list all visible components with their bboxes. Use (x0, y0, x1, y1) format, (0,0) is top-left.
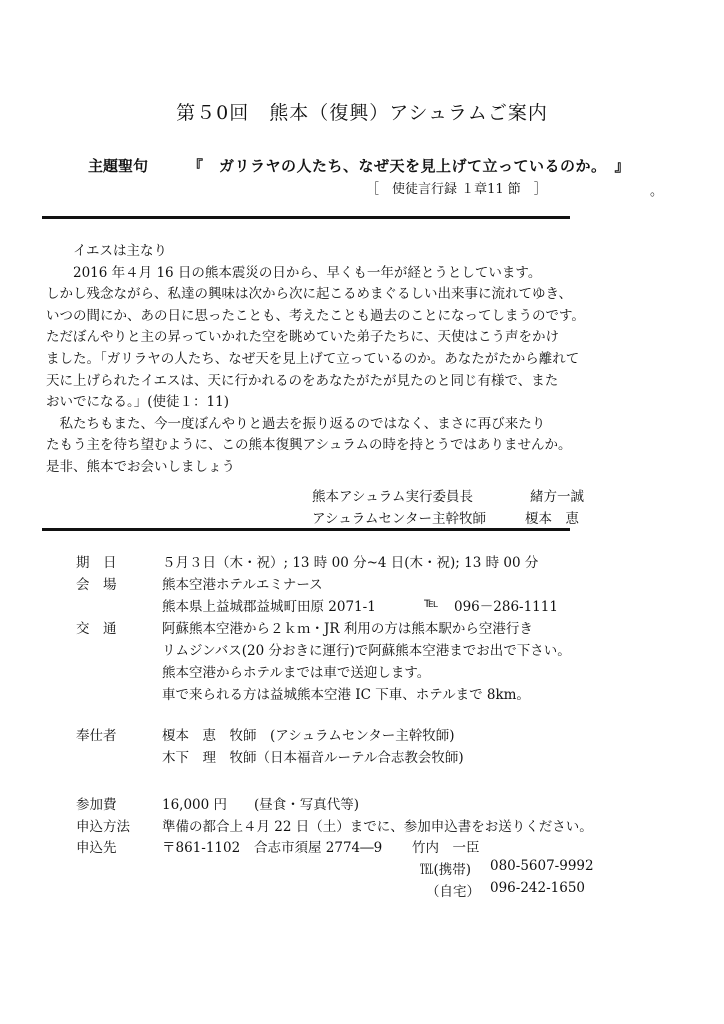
servants-label: 奉仕者 (76, 728, 117, 744)
date-value: ５月３日（木・祝）; 13 時 00 分~4 日(木・祝); 13 時 00 分 (162, 555, 539, 571)
bottom-divider (42, 528, 570, 531)
servant-entry: 榎本 恵 牧師 (アシュラムセンター主幹牧師) (162, 728, 455, 744)
transport-line: 熊本空港からホテルまでは車で送迎します。 (162, 665, 431, 681)
home-tel: 096-242-1650 (490, 880, 586, 896)
venue-label: 会 場 (76, 577, 117, 593)
message-line: しかし残念ながら、私達の興味は次から次に起こるめまぐるしい出来事に流れてゆき、 (46, 286, 572, 303)
theme-label: 主題聖句 (88, 157, 149, 175)
message-line: 是非、熊本でお会いしましょう (46, 458, 235, 475)
message-line: ただぼんやりと主の昇っていかれた空を眺めていた弟子たちに、天使はこう声をかけ (46, 329, 559, 346)
apply-address: 合志市須屋 2774―9 (254, 840, 383, 856)
page-title: 第５0回 熊本（復興）アシュラムご案内 (176, 102, 548, 124)
stray-period: 。 (650, 184, 664, 199)
mobile-tel-label: ℡(携帯) (420, 862, 472, 878)
top-divider (42, 216, 570, 219)
apply-method-label: 申込方法 (76, 819, 130, 835)
theme-verse: 『 ガリラヤの人たち、なぜ天を見上げて立っているのか。 』 (188, 157, 631, 175)
home-tel-label: （自宅） (426, 884, 480, 900)
venue-tel: 096－286-1111 (454, 599, 558, 615)
message-line: おいでになる。」(使徒１：11) (46, 394, 229, 411)
message-line: いつの間にか、あの日に思ったことも、考えたことも過去のことになってしまうのです。 (46, 307, 585, 324)
venue-tel-label: ℡ (424, 595, 439, 611)
signature-role: 熊本アシュラム実行委員長 (312, 489, 474, 505)
fee-label: 参加費 (76, 797, 117, 813)
postal-code: 〒861-1102 (162, 840, 241, 856)
signature-name: 緒方一誠 (530, 489, 584, 505)
message-line: 私たちもまた、今一度ぼんやりと過去を振り返るのではなく、まさに再び来たり (46, 415, 546, 432)
contact-name: 竹内 一臣 (412, 840, 480, 856)
message-line: 2016 年４月 16 日の熊本震災の日から、早くも一年が経とうとしています。 (46, 264, 542, 281)
fee-value: 16,000 円 (昼食・写真代等) (162, 797, 360, 813)
signature-name: 榎本 恵 (525, 511, 579, 527)
venue-name: 熊本空港ホテルエミナース (162, 577, 323, 593)
transport-line: 阿蘇熊本空港から２ｋｍ・JR 利用の方は熊本駅から空港行き (162, 621, 533, 637)
transport-line: 車で来られる方は益城熊本空港 IC 下車、ホテルまで 8km。 (162, 687, 530, 703)
message-line: 天に上げられたイエスは、天に行かれるのをあなたがたが見たのと同じ有様で、また (46, 372, 559, 389)
servant-entry: 木下 理 牧師（日本福音ルーテル合志教会牧師) (162, 750, 464, 766)
message-body (46, 241, 626, 479)
mobile-tel: 080-5607-9992 (490, 858, 594, 874)
signature-role: アシュラムセンター主幹牧師 (312, 511, 487, 527)
transport-label: 交 通 (76, 621, 117, 637)
message-line: ました。「ガリラヤの人たち、なぜ天を見上げて立っているのか。あなたがたから離れて (46, 350, 580, 367)
apply-method-value: 準備の都合上４月 22 日（土）までに、参加申込書をお送りください。 (162, 819, 593, 835)
venue-address: 熊本県上益城郡益城町田原 2071-1 (162, 599, 376, 615)
date-label: 期 日 (76, 555, 117, 571)
apply-to-label: 申込先 (76, 840, 117, 856)
transport-line: リムジンバス(20 分おきに運行)で阿蘇熊本空港までお出で下さい。 (162, 643, 571, 659)
message-line: たもう主を待ち望むように、この熊本復興アシュラムの時を持とうではありませんか。 (46, 437, 572, 454)
message-line: イエスは主なり (46, 243, 167, 259)
verse-reference: ［ 使徒言行録 １章11 節 ］ (366, 182, 547, 197)
